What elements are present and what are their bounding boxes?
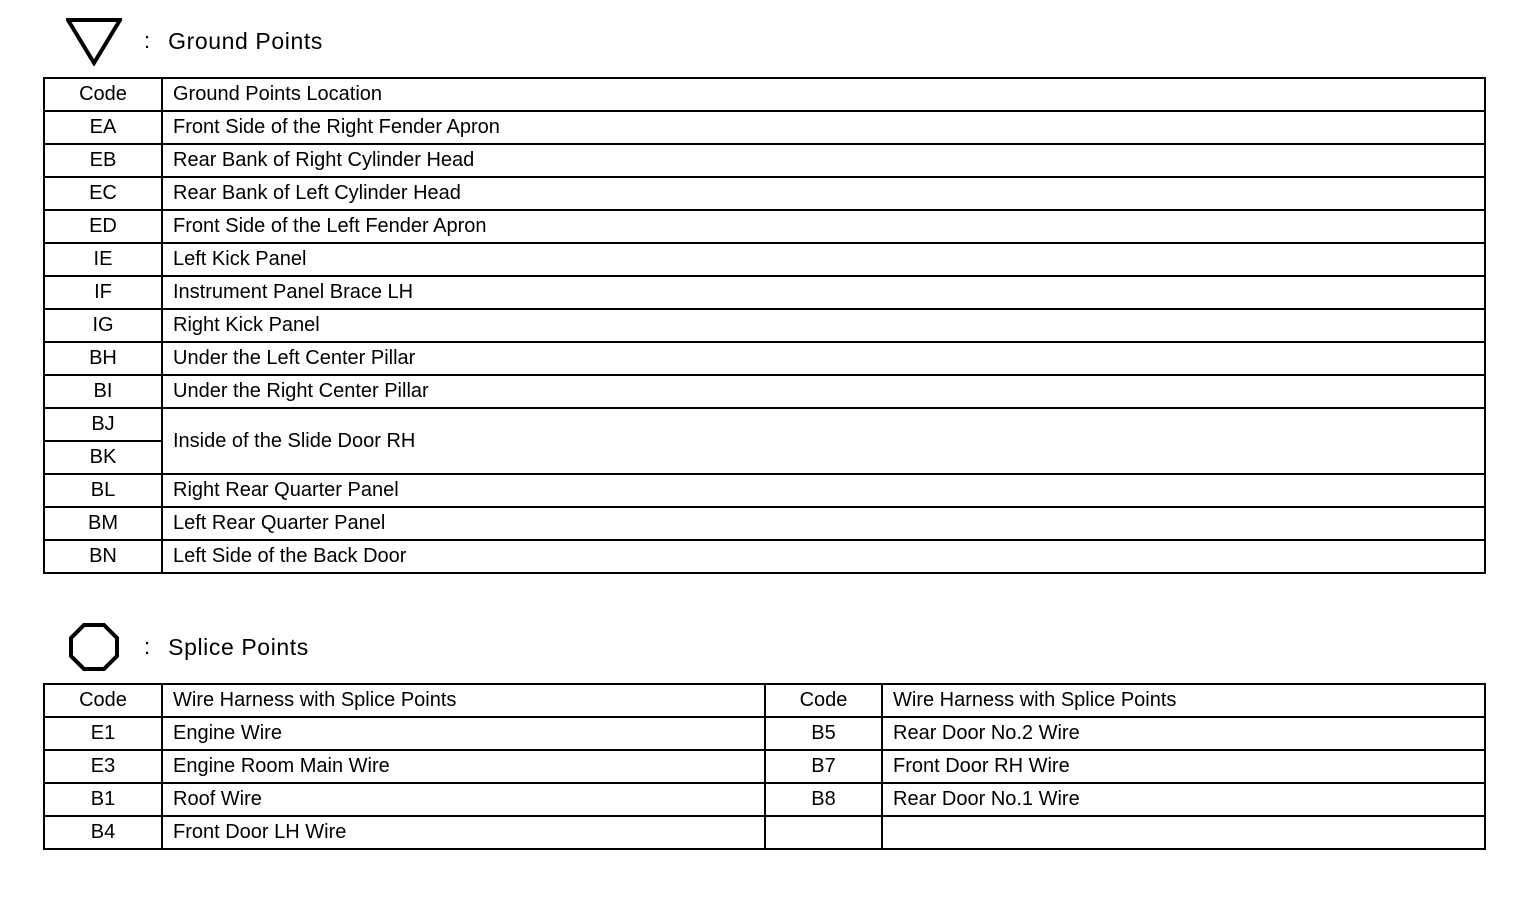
ground-points-table [43,77,1486,574]
ground-row [44,144,1485,177]
ground-header-code: Code [44,78,162,111]
ground-code-cell: EA [44,111,162,144]
splice-harness-cell: Engine Wire [162,717,765,750]
splice-harness-cell: Engine Room Main Wire [162,750,765,783]
splice-harness-cell [882,816,1485,849]
splice-header-row [44,684,1485,717]
ground-row [44,408,1485,441]
splice-points-heading [66,622,309,672]
splice-code-cell [765,816,882,849]
ground-location-cell: Right Rear Quarter Panel [162,474,1485,507]
ground-heading-title: Ground Points [168,27,323,54]
splice-header-code-left: Code [44,684,162,717]
ground-location-cell: Rear Bank of Left Cylinder Head [162,177,1485,210]
ground-location-cell: Front Side of the Right Fender Apron [162,111,1485,144]
splice-code-cell: B8 [765,783,882,816]
ground-header-row [44,78,1485,111]
ground-row [44,342,1485,375]
ground-code-cell: BN [44,540,162,573]
ground-location-cell: Instrument Panel Brace LH [162,276,1485,309]
ground-code-cell: EB [44,144,162,177]
ground-row [44,243,1485,276]
ground-location-cell: Left Side of the Back Door [162,540,1485,573]
ground-location-cell: Left Kick Panel [162,243,1485,276]
splice-row [44,717,1485,750]
ground-row [44,276,1485,309]
ground-code-cell: BJ [44,408,162,441]
splice-header-code-right: Code [765,684,882,717]
splice-octagon-icon [66,622,122,672]
splice-code-cell: B5 [765,717,882,750]
splice-row [44,783,1485,816]
ground-row [44,375,1485,408]
ground-points-heading [66,16,323,66]
ground-code-cell: BM [44,507,162,540]
ground-heading-colon: : [144,28,151,53]
splice-harness-cell: Rear Door No.2 Wire [882,717,1485,750]
ground-code-cell: EC [44,177,162,210]
ground-row [44,177,1485,210]
ground-location-cell: Under the Left Center Pillar [162,342,1485,375]
splice-row [44,816,1485,849]
ground-header-location: Ground Points Location [162,78,1485,111]
splice-code-cell: E3 [44,750,162,783]
ground-location-cell: Right Kick Panel [162,309,1485,342]
splice-harness-cell: Rear Door No.1 Wire [882,783,1485,816]
splice-code-cell: B1 [44,783,162,816]
ground-code-cell: BL [44,474,162,507]
splice-code-cell: E1 [44,717,162,750]
splice-harness-cell: Front Door RH Wire [882,750,1485,783]
ground-row [44,507,1485,540]
ground-row [44,111,1485,144]
splice-code-cell: B7 [765,750,882,783]
ground-location-cell: Under the Right Center Pillar [162,375,1485,408]
ground-row [44,540,1485,573]
splice-header-harness-right: Wire Harness with Splice Points [882,684,1485,717]
ground-row [44,210,1485,243]
ground-code-cell: BH [44,342,162,375]
ground-row [44,309,1485,342]
splice-row [44,750,1485,783]
ground-location-cell: Left Rear Quarter Panel [162,507,1485,540]
splice-heading-colon: : [144,634,151,659]
splice-harness-cell: Roof Wire [162,783,765,816]
ground-code-cell: IG [44,309,162,342]
ground-code-cell: IE [44,243,162,276]
splice-points-table [43,683,1486,850]
ground-code-cell: ED [44,210,162,243]
ground-code-cell: IF [44,276,162,309]
splice-heading-title: Splice Points [168,633,309,660]
splice-code-cell: B4 [44,816,162,849]
ground-location-cell: Front Side of the Left Fender Apron [162,210,1485,243]
splice-header-harness-left: Wire Harness with Splice Points [162,684,765,717]
splice-harness-cell: Front Door LH Wire [162,816,765,849]
ground-row [44,474,1485,507]
ground-location-cell: Inside of the Slide Door RH [162,408,1485,474]
ground-code-cell: BI [44,375,162,408]
ground-code-cell: BK [44,441,162,474]
ground-location-cell: Rear Bank of Right Cylinder Head [162,144,1485,177]
ground-triangle-icon [66,16,122,66]
